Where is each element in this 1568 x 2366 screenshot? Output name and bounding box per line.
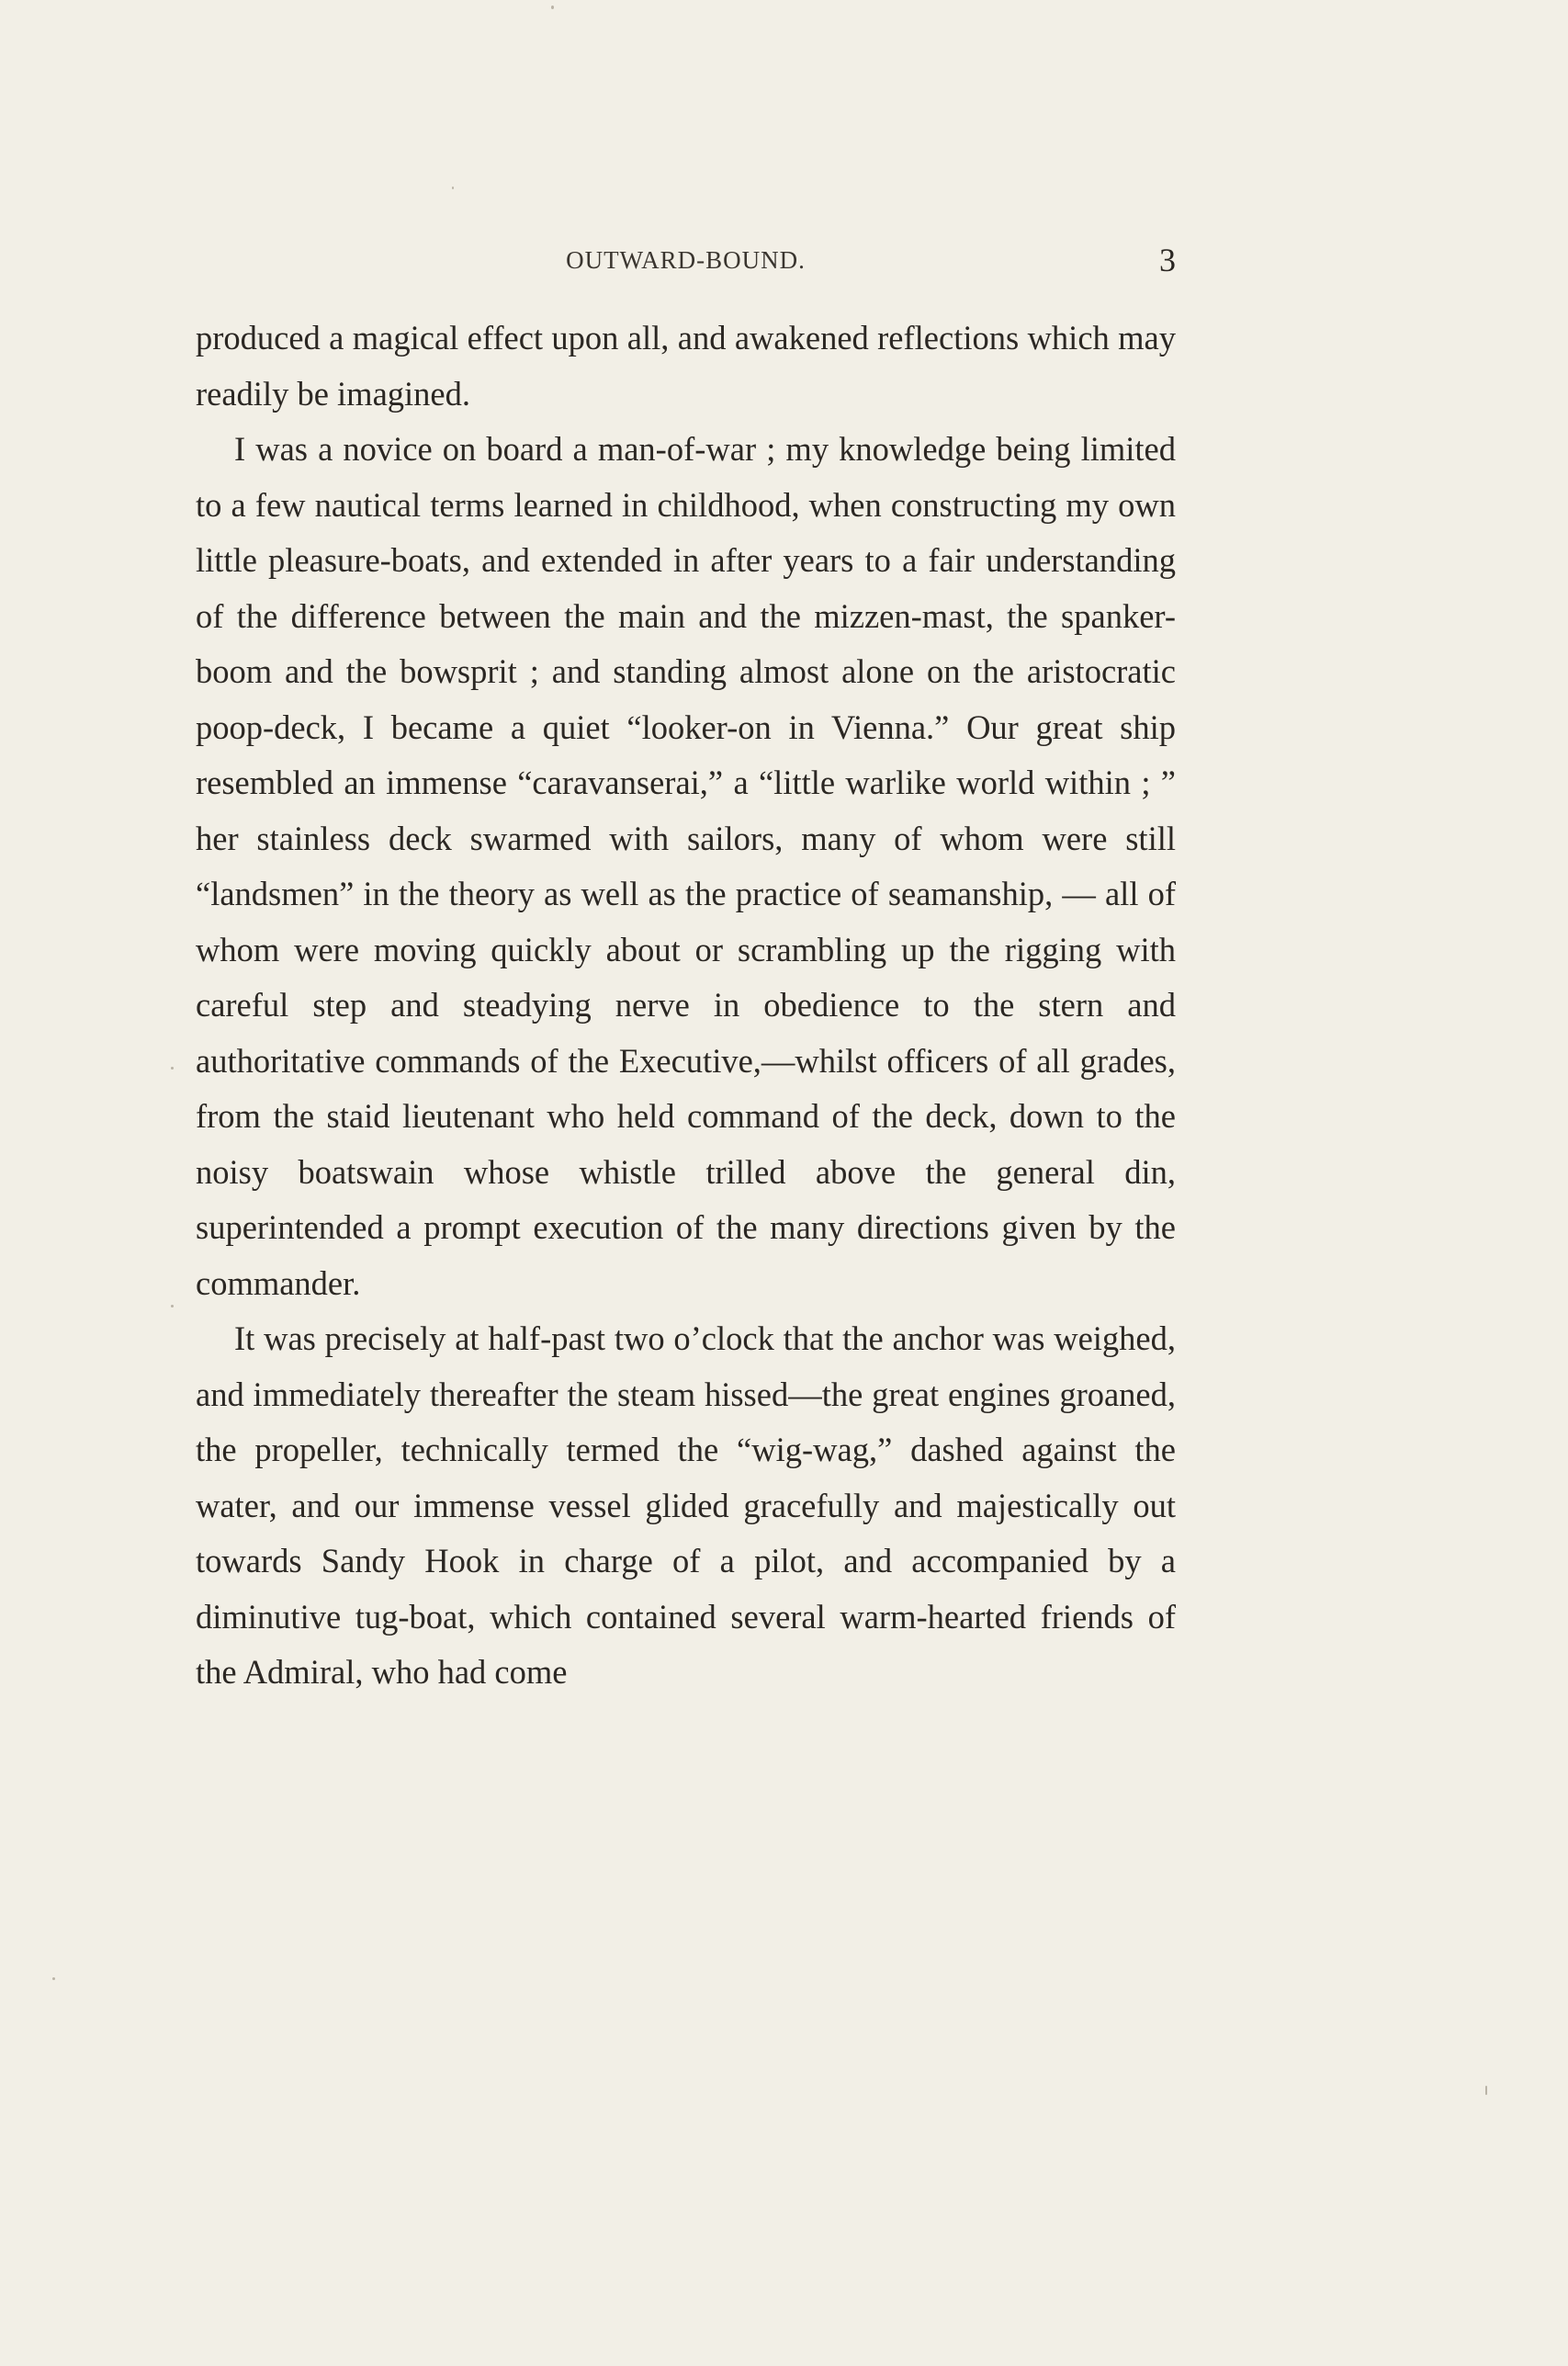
paragraph-continued: produced a magical effect upon all, and awakened reflections which may readily be imagined. [196, 319, 1176, 413]
paper-speck [1485, 2086, 1487, 2095]
paragraph-anchor-weighed: It was precisely at half-past two o’clock that the anchor was weighed, and immediately thereafter the steam hissed—the great engines groaned, the propeller, technically termed the “wig-wag,” dashed against the water, and our immense vessel glided gracefully and majestically out towards Sandy Hook in charge of a pilot, and accompanied by a diminutive tug-boat, which contained several warm-hearted friends of the Admiral, who had come [196, 1319, 1176, 1691]
paper-speck [551, 6, 554, 9]
paper-speck [52, 1977, 55, 1980]
running-title: OUTWARD-BOUND. [566, 246, 806, 274]
paragraph-novice: I was a novice on board a man-of-war ; my knowledge being limited to a few nautical terms learned in childhood, when constructing my own little pleasure-boats, and extended in after years to a fair understanding of the difference between the main and the mizzen-mast, the spanker-boom and the bowsprit ; and standing almost alone on the aristocratic poop-deck, I became a quiet “looker-on in Vienna.” Our great ship resembled an immense “caravanserai,” a “little warlike world within ; ” her stainless deck swarmed with sailors, many of whom were still “landsmen” in the theory as well as the practice of seamanship, — all of whom were moving quickly about or scrambling up the rigging with careful step and steadying nerve in obedience to the stern and authoritative commands of the Executive,—whilst officers of all grades, from the staid lieutenant who held command of the deck, down to the noisy boatswain whose whistle trilled above the general din, superintended a prompt execution of the many directions given by the commander. [196, 430, 1176, 1302]
paper-speck [171, 1067, 174, 1070]
page-number: 3 [1159, 242, 1176, 278]
running-head [196, 241, 1176, 281]
paper-speck [171, 1305, 174, 1308]
body-text [196, 311, 1176, 1701]
paper-speck [452, 187, 454, 189]
